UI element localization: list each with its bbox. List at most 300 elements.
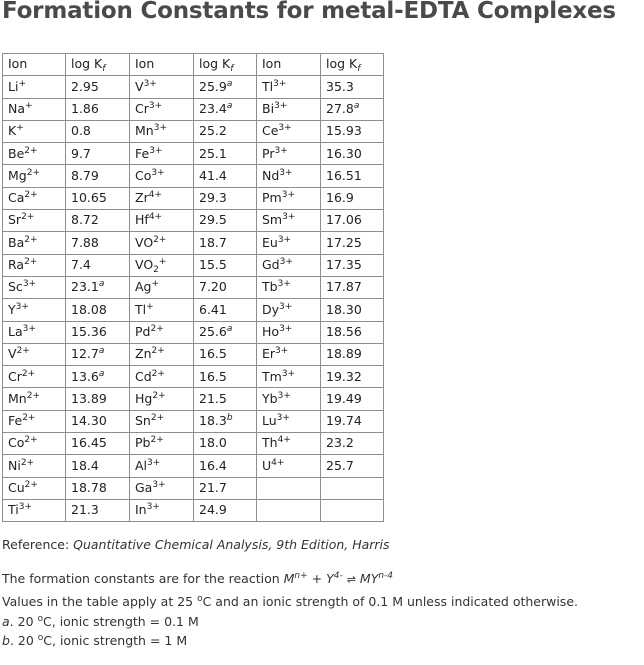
ion-symbol: Ni <box>8 457 21 473</box>
ion-cell <box>130 455 194 477</box>
ion-cell <box>130 120 194 142</box>
logk-cell <box>66 366 130 388</box>
logk-cell <box>321 76 384 98</box>
logk-value: 23.1 <box>71 279 99 295</box>
logk-cell <box>321 388 384 410</box>
logk-cell <box>194 433 257 455</box>
footnote-mark: a <box>98 346 105 357</box>
ion-charge: 3+ <box>277 234 292 245</box>
ion-symbol: Sm <box>262 212 283 228</box>
ion-cell <box>3 410 66 432</box>
logk-value: 19.49 <box>326 390 362 406</box>
ion-charge: 3+ <box>152 480 166 491</box>
ion-symbol: Tl <box>135 301 147 317</box>
ion-charge: 3+ <box>277 279 291 290</box>
ion-charge: 4+ <box>148 212 163 223</box>
logk-value: 18.4 <box>71 457 99 473</box>
header-ion: Ion <box>130 54 194 76</box>
table-row <box>3 232 384 254</box>
reaction-product: MY <box>359 571 379 586</box>
ion-cell <box>130 321 194 343</box>
footnote-key: b <box>2 633 10 648</box>
ion-charge: 2+ <box>26 167 41 178</box>
logk-value: 25.1 <box>199 145 227 161</box>
logk-value: 25.6 <box>199 323 227 339</box>
logk-value: 21.7 <box>199 480 227 496</box>
table-body <box>3 76 384 522</box>
ion-charge: 3+ <box>273 78 287 89</box>
logk-value: 21.3 <box>71 502 99 518</box>
logk-value: 0.8 <box>71 123 91 139</box>
ion-cell <box>3 477 66 499</box>
logk-value: 16.9 <box>326 190 354 206</box>
ion-cell <box>3 276 66 298</box>
ion-charge: 2+ <box>151 368 165 379</box>
reference-source: Quantitative Chemical Analysis, 9th Edition, Harris <box>73 537 390 552</box>
logk-value: 15.5 <box>199 257 227 273</box>
logk-value: 19.32 <box>326 368 362 384</box>
logk-cell <box>321 343 384 365</box>
reaction-line <box>2 571 393 586</box>
ion-cell <box>257 76 321 98</box>
logk-value: 27.8 <box>326 100 354 116</box>
ion-cell <box>130 433 194 455</box>
ion-cell <box>257 299 321 321</box>
logk-value: 18.78 <box>71 480 107 496</box>
logk-cell <box>66 499 130 521</box>
ion-charge: + <box>158 257 167 268</box>
footnote-post: C, ionic strength = 1 M <box>43 633 188 648</box>
logk-cell <box>321 254 384 276</box>
reaction-prefix: The formation constants are for the reaction <box>2 571 284 586</box>
ion-cell <box>130 477 194 499</box>
ion-charge: 2+ <box>24 480 38 491</box>
ion-symbol: Gd <box>262 257 280 273</box>
ion-charge: 3+ <box>277 390 291 401</box>
ion-symbol: Pb <box>135 435 151 451</box>
ion-charge: 3+ <box>22 323 36 334</box>
logk-cell <box>194 388 257 410</box>
ion-symbol: V <box>135 78 144 94</box>
ion-charge: 2+ <box>21 212 35 223</box>
table-row <box>3 76 384 98</box>
table-row <box>3 143 384 165</box>
logk-value: 18.56 <box>326 323 362 339</box>
ion-symbol: In <box>135 502 147 518</box>
ion-charge: 3+ <box>148 100 163 111</box>
ion-cell <box>3 120 66 142</box>
header-logk <box>66 54 130 76</box>
ion-symbol: Cu <box>8 480 25 496</box>
ion-symbol: Nd <box>262 167 280 183</box>
table-row <box>3 388 384 410</box>
ion-cell <box>3 343 66 365</box>
logk-value: 16.51 <box>326 167 362 183</box>
ion-charge: 3+ <box>281 190 295 201</box>
header-logk-sub: f <box>102 64 106 75</box>
logk-cell <box>194 210 257 232</box>
logk-cell <box>66 477 130 499</box>
logk-cell <box>194 366 257 388</box>
ion-cell <box>130 98 194 120</box>
ion-symbol: Zr <box>135 190 149 206</box>
header-logk-text: log K <box>71 56 103 72</box>
ion-charge: + <box>18 78 26 89</box>
ion-charge: 3+ <box>146 502 160 513</box>
ion-symbol: Zn <box>135 346 152 362</box>
ion-cell <box>130 410 194 432</box>
footnote-key: a <box>2 614 10 629</box>
footnote-pre: . 20 <box>9 614 38 629</box>
ion-charge: 2+ <box>24 257 38 268</box>
ion-cell <box>257 477 321 499</box>
footnote-mark: a <box>353 100 360 111</box>
logk-cell <box>321 276 384 298</box>
ion-cell <box>257 210 321 232</box>
ion-charge: 3+ <box>143 78 157 89</box>
ion-cell <box>3 366 66 388</box>
logk-value: 16.45 <box>71 435 107 451</box>
ion-symbol: Ra <box>8 257 25 273</box>
logk-value: 18.7 <box>199 234 227 250</box>
table-row <box>3 98 384 120</box>
table-row <box>3 210 384 232</box>
logk-value: 13.89 <box>71 390 107 406</box>
logk-cell <box>194 76 257 98</box>
formation-constants-table <box>2 53 384 522</box>
ion-symbol: K <box>8 123 17 139</box>
logk-value: 35.3 <box>326 78 354 94</box>
logk-cell <box>66 254 130 276</box>
ion-symbol: Pm <box>262 190 282 206</box>
logk-cell <box>321 477 384 499</box>
table-row <box>3 499 384 521</box>
ion-charge: 2+ <box>26 390 40 401</box>
ion-symbol: Hg <box>135 390 153 406</box>
ion-symbol: Li <box>8 78 19 94</box>
logk-value: 17.35 <box>326 257 362 273</box>
table-row <box>3 187 384 209</box>
ion-symbol: Bi <box>262 100 275 116</box>
ion-cell <box>257 165 321 187</box>
reference-label: Reference: <box>2 537 74 552</box>
footnote-post: C, ionic strength = 0.1 M <box>43 614 199 629</box>
logk-cell <box>66 76 130 98</box>
ion-cell <box>3 299 66 321</box>
ion-symbol: U <box>262 457 272 473</box>
ion-charge: 2+ <box>151 346 165 357</box>
ion-charge: 3+ <box>275 346 289 357</box>
ion-cell <box>3 388 66 410</box>
ion-charge: 3+ <box>274 145 288 156</box>
table-row <box>3 321 384 343</box>
logk-cell <box>321 143 384 165</box>
ion-subscript: 2 <box>153 265 159 276</box>
ion-symbol: Co <box>135 167 152 183</box>
footnote-mark: a <box>226 323 233 334</box>
ion-cell <box>257 98 321 120</box>
reference-line <box>2 537 390 552</box>
ion-charge: 3+ <box>147 457 161 468</box>
ion-cell <box>130 143 194 165</box>
logk-value: 25.2 <box>199 123 227 139</box>
ion-symbol: Cr <box>135 100 149 116</box>
ion-charge: 4+ <box>271 457 285 468</box>
logk-cell <box>66 343 130 365</box>
ion-symbol: Sr <box>8 212 22 228</box>
ion-charge: 3+ <box>278 123 292 134</box>
logk-value: 17.06 <box>326 212 362 228</box>
reaction-ligand-charge: 4- <box>333 571 343 581</box>
ion-charge: 3+ <box>153 123 167 134</box>
ion-cell <box>3 76 66 98</box>
ion-cell <box>257 120 321 142</box>
logk-value: 23.4 <box>199 100 227 116</box>
ion-symbol: Ba <box>8 234 25 250</box>
logk-cell <box>194 343 257 365</box>
logk-cell <box>321 98 384 120</box>
ion-cell <box>257 366 321 388</box>
ion-symbol: Mn <box>8 390 27 406</box>
ion-cell <box>130 343 194 365</box>
ion-cell <box>3 254 66 276</box>
ion-symbol: Tl <box>262 78 274 94</box>
logk-value: 10.65 <box>71 190 107 206</box>
logk-cell <box>66 455 130 477</box>
table-row <box>3 276 384 298</box>
ion-cell <box>257 276 321 298</box>
ion-symbol: Y <box>8 301 16 317</box>
conditions-line <box>2 594 578 609</box>
logk-value: 15.93 <box>326 123 362 139</box>
logk-cell <box>194 499 257 521</box>
ion-charge: 2+ <box>24 190 38 201</box>
ion-symbol: Sc <box>8 279 23 295</box>
logk-value: 13.6 <box>71 368 99 384</box>
ion-cell <box>3 210 66 232</box>
table-row <box>3 455 384 477</box>
ion-cell <box>130 276 194 298</box>
ion-charge: + <box>151 279 160 290</box>
ion-symbol: Pr <box>262 145 275 161</box>
logk-value: 18.0 <box>199 435 227 451</box>
ion-charge: 2+ <box>153 234 167 245</box>
ion-charge: 2+ <box>16 346 30 357</box>
ion-symbol: Eu <box>262 234 278 250</box>
logk-cell <box>66 210 130 232</box>
logk-value: 21.5 <box>199 390 227 406</box>
logk-value: 16.5 <box>199 368 227 384</box>
footnote-mark: a <box>98 279 105 290</box>
ion-cell <box>257 433 321 455</box>
ion-charge: 3+ <box>279 167 293 178</box>
ion-charge: 3+ <box>274 100 288 111</box>
logk-cell <box>194 276 257 298</box>
ion-charge: 3+ <box>282 212 296 223</box>
logk-cell <box>66 433 130 455</box>
ion-symbol: VO <box>135 257 154 273</box>
logk-value: 18.30 <box>326 301 362 317</box>
logk-value: 6.41 <box>199 301 227 317</box>
logk-cell <box>321 187 384 209</box>
table-row <box>3 366 384 388</box>
logk-value: 12.7 <box>71 346 99 362</box>
ion-charge: 3+ <box>279 301 293 312</box>
logk-cell <box>321 321 384 343</box>
logk-cell <box>66 165 130 187</box>
header-ion: Ion <box>3 54 66 76</box>
ion-cell <box>257 499 321 521</box>
degree-symbol: o <box>37 633 44 643</box>
ion-charge: 2+ <box>24 435 38 446</box>
ion-cell <box>3 232 66 254</box>
logk-cell <box>194 455 257 477</box>
logk-value: 7.4 <box>71 257 91 273</box>
logk-value: 8.79 <box>71 167 99 183</box>
header-logk <box>321 54 384 76</box>
ion-cell <box>3 98 66 120</box>
logk-cell <box>66 98 130 120</box>
equilibrium-arrow: ⇌ <box>346 573 356 586</box>
footnote-b <box>2 633 187 648</box>
ion-symbol: Mg <box>8 167 27 183</box>
footnote-mark: a <box>226 78 233 89</box>
logk-cell <box>321 120 384 142</box>
logk-cell <box>194 143 257 165</box>
header-logk-text: log K <box>199 56 231 72</box>
logk-value: 9.7 <box>71 145 91 161</box>
logk-value: 16.4 <box>199 457 227 473</box>
footnote-mark: a <box>98 368 105 379</box>
logk-value: 2.95 <box>71 78 99 94</box>
ion-symbol: Ce <box>262 123 279 139</box>
table-row <box>3 299 384 321</box>
logk-cell <box>321 499 384 521</box>
ion-cell <box>3 499 66 521</box>
ion-charge: 4+ <box>148 190 162 201</box>
ion-symbol: Hf <box>135 212 149 228</box>
ion-cell <box>130 165 194 187</box>
reaction-ligand: Y <box>326 571 334 586</box>
logk-cell <box>66 187 130 209</box>
footnote-mark: b <box>226 413 233 424</box>
ion-cell <box>130 299 194 321</box>
ion-symbol: Ti <box>8 502 19 518</box>
logk-cell <box>66 388 130 410</box>
ion-charge: 2+ <box>24 234 38 245</box>
ion-symbol: Na <box>8 100 26 116</box>
ion-charge: 3+ <box>279 323 293 334</box>
logk-value: 19.74 <box>326 413 362 429</box>
ion-symbol: La <box>8 323 23 339</box>
logk-value: 18.89 <box>326 346 362 362</box>
ion-symbol: Mn <box>135 123 154 139</box>
logk-value: 7.20 <box>199 279 227 295</box>
ion-cell <box>257 321 321 343</box>
header-ion: Ion <box>257 54 321 76</box>
ion-symbol: Tb <box>262 279 278 295</box>
logk-cell <box>194 165 257 187</box>
logk-cell <box>66 232 130 254</box>
logk-value: 16.5 <box>199 346 227 362</box>
logk-cell <box>194 254 257 276</box>
logk-cell <box>66 276 130 298</box>
logk-cell <box>321 366 384 388</box>
logk-cell <box>66 321 130 343</box>
page-title: Formation Constants for metal-EDTA Complexes <box>2 0 616 24</box>
logk-value: 1.86 <box>71 100 99 116</box>
reaction-product-charge: n-4 <box>378 571 394 581</box>
logk-value: 18.3 <box>199 413 227 429</box>
ion-charge: 3+ <box>18 502 33 513</box>
ion-cell <box>130 232 194 254</box>
ion-symbol: Fe <box>135 145 150 161</box>
table-header-row <box>3 54 384 76</box>
ion-cell <box>130 388 194 410</box>
ion-symbol: Tm <box>262 368 282 384</box>
logk-cell <box>321 210 384 232</box>
header-logk-sub: f <box>357 64 361 75</box>
logk-cell <box>194 410 257 432</box>
logk-cell <box>321 433 384 455</box>
ion-cell <box>3 455 66 477</box>
table-row <box>3 477 384 499</box>
ion-cell <box>257 455 321 477</box>
ion-charge: 2+ <box>152 390 166 401</box>
ion-charge: 3+ <box>151 167 165 178</box>
footnote-pre: . 20 <box>9 633 38 648</box>
ion-symbol: Fe <box>8 413 23 429</box>
logk-cell <box>194 120 257 142</box>
logk-value: 29.3 <box>199 190 227 206</box>
ion-cell <box>257 143 321 165</box>
header-logk <box>194 54 257 76</box>
logk-cell <box>194 299 257 321</box>
ion-cell <box>3 433 66 455</box>
ion-charge: 2+ <box>24 145 38 156</box>
degree-symbol: o <box>197 594 203 604</box>
ion-symbol: Pd <box>135 323 151 339</box>
logk-cell <box>66 143 130 165</box>
ion-symbol: Sn <box>135 413 151 429</box>
table-row <box>3 433 384 455</box>
ion-charge: 3+ <box>276 413 290 424</box>
ion-cell <box>257 187 321 209</box>
logk-cell <box>66 120 130 142</box>
logk-cell <box>321 232 384 254</box>
logk-value: 18.08 <box>71 301 107 317</box>
logk-cell <box>194 321 257 343</box>
ion-charge: 2+ <box>150 323 164 334</box>
ion-symbol: Dy <box>262 301 280 317</box>
table-row <box>3 165 384 187</box>
ion-cell <box>130 499 194 521</box>
ion-charge: 2+ <box>150 413 165 424</box>
table-row <box>3 120 384 142</box>
logk-cell <box>321 455 384 477</box>
ion-symbol: Ho <box>262 323 280 339</box>
ion-charge: + <box>146 301 154 312</box>
footnote-mark: a <box>226 100 233 111</box>
reaction-plus: + <box>307 571 327 586</box>
logk-value: 41.4 <box>199 167 227 183</box>
table-row <box>3 343 384 365</box>
ion-charge: 4+ <box>277 435 291 446</box>
ion-cell <box>130 254 194 276</box>
ion-cell <box>130 187 194 209</box>
conditions-post: C and an ionic strength of 0.1 M unless indicated otherwise. <box>202 594 578 609</box>
ion-cell <box>3 143 66 165</box>
